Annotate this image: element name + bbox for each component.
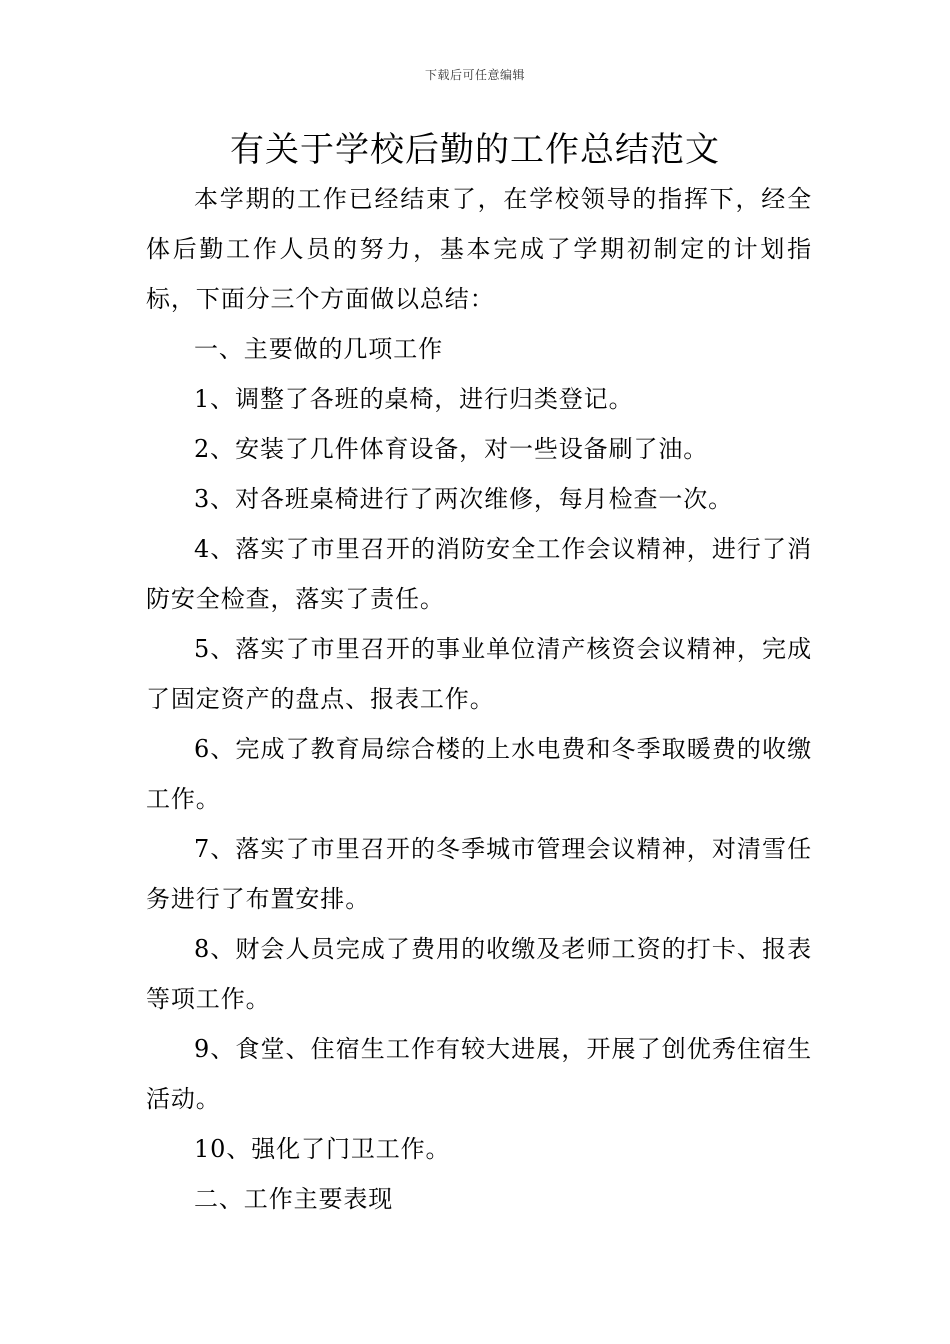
list-item: 5、落实了市里召开的事业单位清产核资会议精神，完成了固定资产的盘点、报表工作。: [146, 635, 812, 713]
list-item: 4、落实了市里召开的消防安全工作会议精神，进行了消防安全检查，落实了责任。: [146, 535, 812, 613]
section-heading-performance: 二、工作主要表现: [194, 1185, 394, 1213]
list-item: 7、落实了市里召开的冬季城市管理会议精神，对清雪任务进行了布置安排。: [146, 835, 812, 913]
document-body: [146, 174, 812, 1224]
section-heading-main-work: 一、主要做的几项工作: [194, 335, 443, 363]
list-item: 2、安装了几件体育设备，对一些设备刷了油。: [194, 435, 709, 463]
list-item: 3、对各班桌椅进行了两次维修，每月检查一次。: [194, 485, 734, 513]
document-title: 有关于学校后勤的工作总结范文: [230, 130, 720, 170]
header-note: 下载后可任意编辑: [424, 68, 525, 82]
list-item: 6、完成了教育局综合楼的上水电费和冬季取暖费的收缴工作。: [146, 735, 812, 813]
list-item: 1、调整了各班的桌椅，进行归类登记。: [194, 385, 634, 413]
list-item: 9、食堂、住宿生工作有较大进展，开展了创优秀住宿生活动。: [146, 1035, 812, 1113]
list-item: 10、强化了门卫工作。: [194, 1135, 451, 1163]
list-item: 8、财会人员完成了费用的收缴及老师工资的打卡、报表等项工作。: [146, 935, 812, 1013]
intro-paragraph: 本学期的工作已经结束了，在学校领导的指挥下，经全体后勤工作人员的努力，基本完成了学期初制定的计划指标，下面分三个方面做以总结：: [146, 185, 812, 313]
